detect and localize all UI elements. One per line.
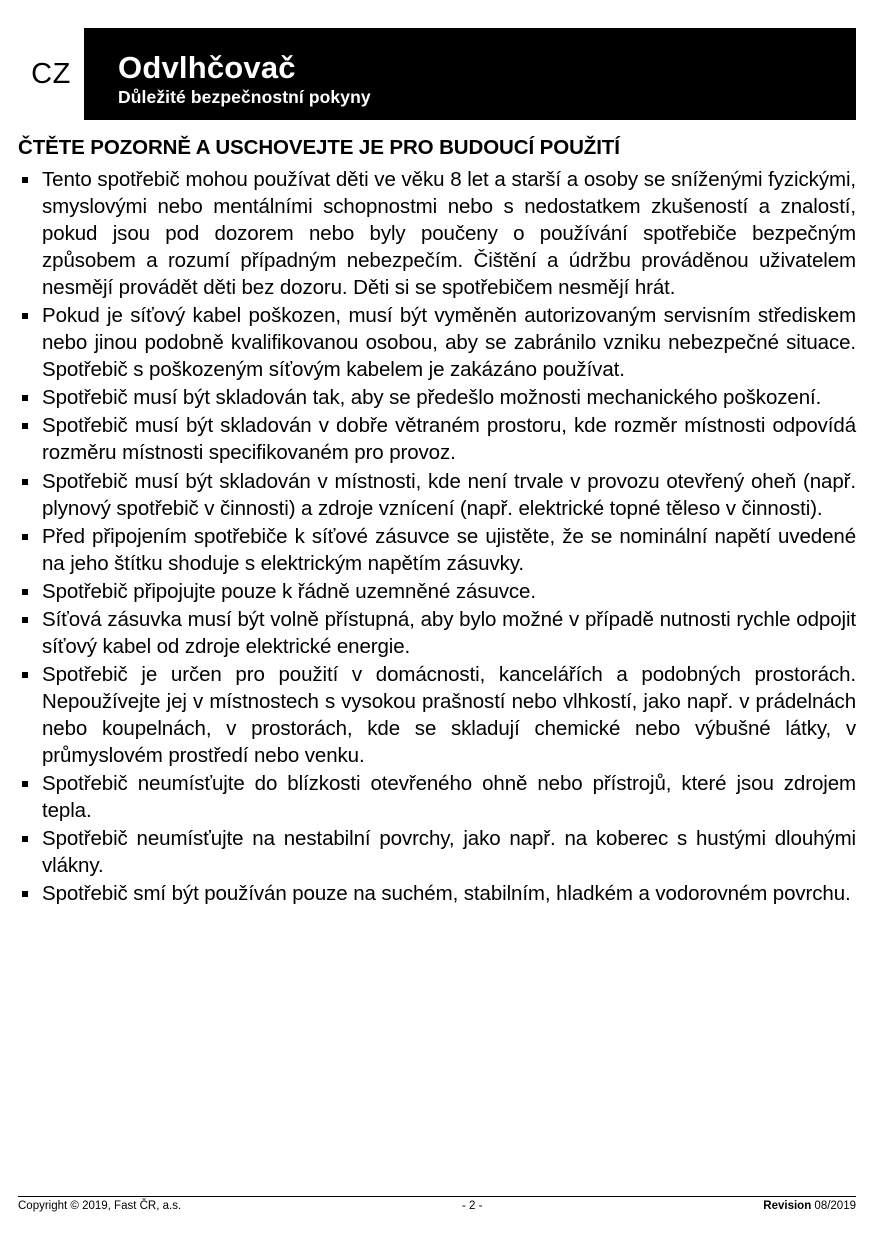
list-item: Tento spotřebič mohou používat děti ve věku 8 let a starší a osoby se sníženými fyzickými, smyslovými nebo mentálními schopnostmi nebo s nedostatkem zkušeností a znalostí, pokud jsou pod dozorem nebo byly poučeny o používání spotřebiče bezpečným způsobem a rozumí případným nebezpečím. Čištění a údržbu prováděnou uživatelem nesmějí provádět děti bez dozoru. Děti si se spotřebičem nesmějí hrát. [18, 166, 856, 301]
list-item: Spotřebič musí být skladován v místnosti, kde není trvale v provozu otevřený oheň (např. plynový spotřebič v činnosti) a zdroje vznícení (např. elektrické topné těleso v činnosti). [18, 468, 856, 522]
page-footer [18, 1200, 856, 1212]
footer-copyright: Copyright © 2019, Fast ČR, a.s. [18, 1200, 182, 1212]
list-item: Spotřebič musí být skladován tak, aby se předešlo možnosti mechanického poškození. [18, 384, 856, 411]
list-item: Síťová zásuvka musí být volně přístupná, aby bylo možné v případě nutnosti rychle odpojit síťový kabel od zdroje elektrické energie. [18, 606, 856, 660]
safety-instructions-list [18, 166, 856, 907]
footer-revision-value: 08/2019 [811, 1200, 856, 1212]
list-item: Před připojením spotřebiče k síťové zásuvce se ujistěte, že se nominální napětí uvedené na jeho štítku shoduje s elektrickým napětím zásuvky. [18, 523, 856, 577]
footer-revision-label: Revision [763, 1200, 812, 1212]
list-item: Pokud je síťový kabel poškozen, musí být vyměněn autorizovaným servisním střediskem nebo jinou podobně kvalifikovanou osobou, aby se zabránilo vzniku nebezpečné situace. Spotřebič s poškozeným síťovým kabelem je zakázáno používat. [18, 302, 856, 383]
page-header [18, 28, 856, 120]
list-item: Spotřebič neumísťujte do blízkosti otevřeného ohně nebo přístrojů, které jsou zdrojem tepla. [18, 770, 856, 824]
page-subtitle: Důležité bezpečnostní pokyny [118, 86, 371, 107]
list-item: Spotřebič musí být skladován v dobře větraném prostoru, kde rozměr místnosti odpovídá rozměru místnosti specifikovaném pro provoz. [18, 412, 856, 466]
page-content [18, 136, 856, 908]
list-item: Spotřebič připojujte pouze k řádně uzemněné zásuvce. [18, 578, 856, 605]
header-text-block [84, 28, 856, 120]
list-item: Spotřebič neumísťujte na nestabilní povrchy, jako např. na koberec s hustými dlouhými vlákny. [18, 825, 856, 879]
footer-revision [763, 1200, 856, 1212]
list-item: Spotřebič je určen pro použití v domácnosti, kancelářích a podobných prostorách. Nepoužívejte jej v místnostech s vysokou prašností nebo vlhkostí, jako např. v prádelnách nebo koupelnách, v prostorách, kde se skladují chemické nebo výbušné látky, v průmyslovém prostředí nebo venku. [18, 661, 856, 769]
page-title: Odvlhčovač [118, 50, 296, 86]
language-badge: CZ [18, 28, 84, 120]
lead-heading: ČTĚTE POZORNĚ A USCHOVEJTE JE PRO BUDOUCÍ POUŽITÍ [18, 136, 620, 159]
footer-page-number: - 2 - [462, 1200, 483, 1212]
list-item: Spotřebič smí být používán pouze na suchém, stabilním, hladkém a vodorovném povrchu. [18, 880, 856, 907]
footer-divider [18, 1196, 856, 1197]
